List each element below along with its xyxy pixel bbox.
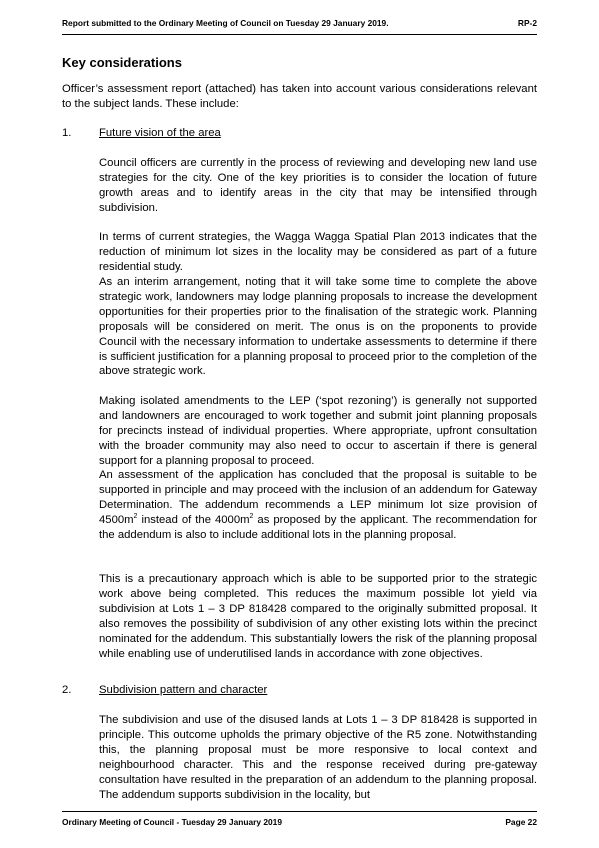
item-title-future-vision: Future vision of the area bbox=[99, 127, 221, 139]
paragraph-lot-size: An assessment of the application has concluded that the proposal is suitable to be supported in principle and may proceed with the inclusion of an addendum for Gateway Determination. The addendum recommends a LEP minimum lot size provision of $4500m^2$ instead of the $4000m^2$ as proposed by the applicant. The recommendation for the addendum is also to include additional lots in the planning proposal. bbox=[99, 469, 538, 541]
footer-meeting: Ordinary Meeting of Council - Tuesday 29 January 2019 bbox=[62, 817, 282, 827]
header-report-title: Report submitted to the Ordinary Meeting of Council on Tuesday 29 January 2019. bbox=[62, 18, 389, 28]
superscript-2: 2 bbox=[249, 512, 254, 520]
paragraph: Council officers are currently in the process of reviewing and developing new land use strategies for the city. One of the key priorities is to consider the location of future growth areas and to identify areas in the city that may be intensified through subdivision. bbox=[99, 157, 537, 214]
item-title-subdivision-pattern: Subdivision pattern and character bbox=[99, 684, 268, 696]
section-heading: Key considerations bbox=[62, 55, 182, 70]
paragraph: In terms of current strategies, the Wagga Wagga Spatial Plan 2013 indicates that the reduction of minimum lot sizes in the locality may be considered as part of a future residential study. bbox=[99, 231, 537, 273]
paragraph: The subdivision and use of the disused lands at Lots 1 – 3 DP 818428 is supported in principle. This outcome upholds the primary objective of the R5 zone. Notwithstanding this, the planning proposal must be more responsive to local context and neighbourhood character. This and the response received during pre-gateway consultation have resulted in the preparation of an addendum to the planning proposal. The addendum supports subdivision in the locality, but bbox=[99, 714, 537, 801]
footer-page-number: Page 22 bbox=[505, 817, 537, 827]
page-footer bbox=[62, 811, 537, 828]
item-number: 2. bbox=[62, 684, 72, 696]
paragraph: This is a precautionary approach which is able to be supported prior to the strategic work above being completed. This reduces the maximum possible lot yield via subdivision at Lots 1 – 3 DP 818428 compared to the originally submitted proposal. It also removes the possibility of subdivision of any other existing lots within the precinct nominated for the addendum. This substantially lowers the risk of the planning proposal while enabling use of underutilised lands in accordance with zone objectives. bbox=[99, 573, 537, 660]
item-number: 1. bbox=[62, 127, 72, 139]
header-report-code: RP-2 bbox=[517, 18, 537, 28]
intro-paragraph: Officer’s assessment report (attached) has taken into account various considerations relevant to the subject lands. These include: bbox=[62, 83, 537, 110]
paragraph: As an interim arrangement, noting that it will take some time to complete the above strategic work, landowners may lodge planning proposals to increase the development opportunities for their properties prior to the finalisation of the strategic work. Planning proposals will be considered on merit. The onus is on the proponents to provide Council with the necessary information to undertake assessments to determine if there is sufficient justification for a planning proposal to proceed prior to the completion of the above strategic work. bbox=[99, 276, 537, 378]
superscript-2: 2 bbox=[133, 512, 138, 520]
page-header bbox=[62, 14, 537, 35]
paragraph: Making isolated amendments to the LEP (‘spot rezoning’) is generally not supported and landowners are encouraged to work together and submit joint planning proposals for precincts instead of individual properties. Where appropriate, upfront consultation with the broader community may also need to occur to ascertain if there is general support for a planning proposal to proceed. bbox=[99, 395, 537, 467]
